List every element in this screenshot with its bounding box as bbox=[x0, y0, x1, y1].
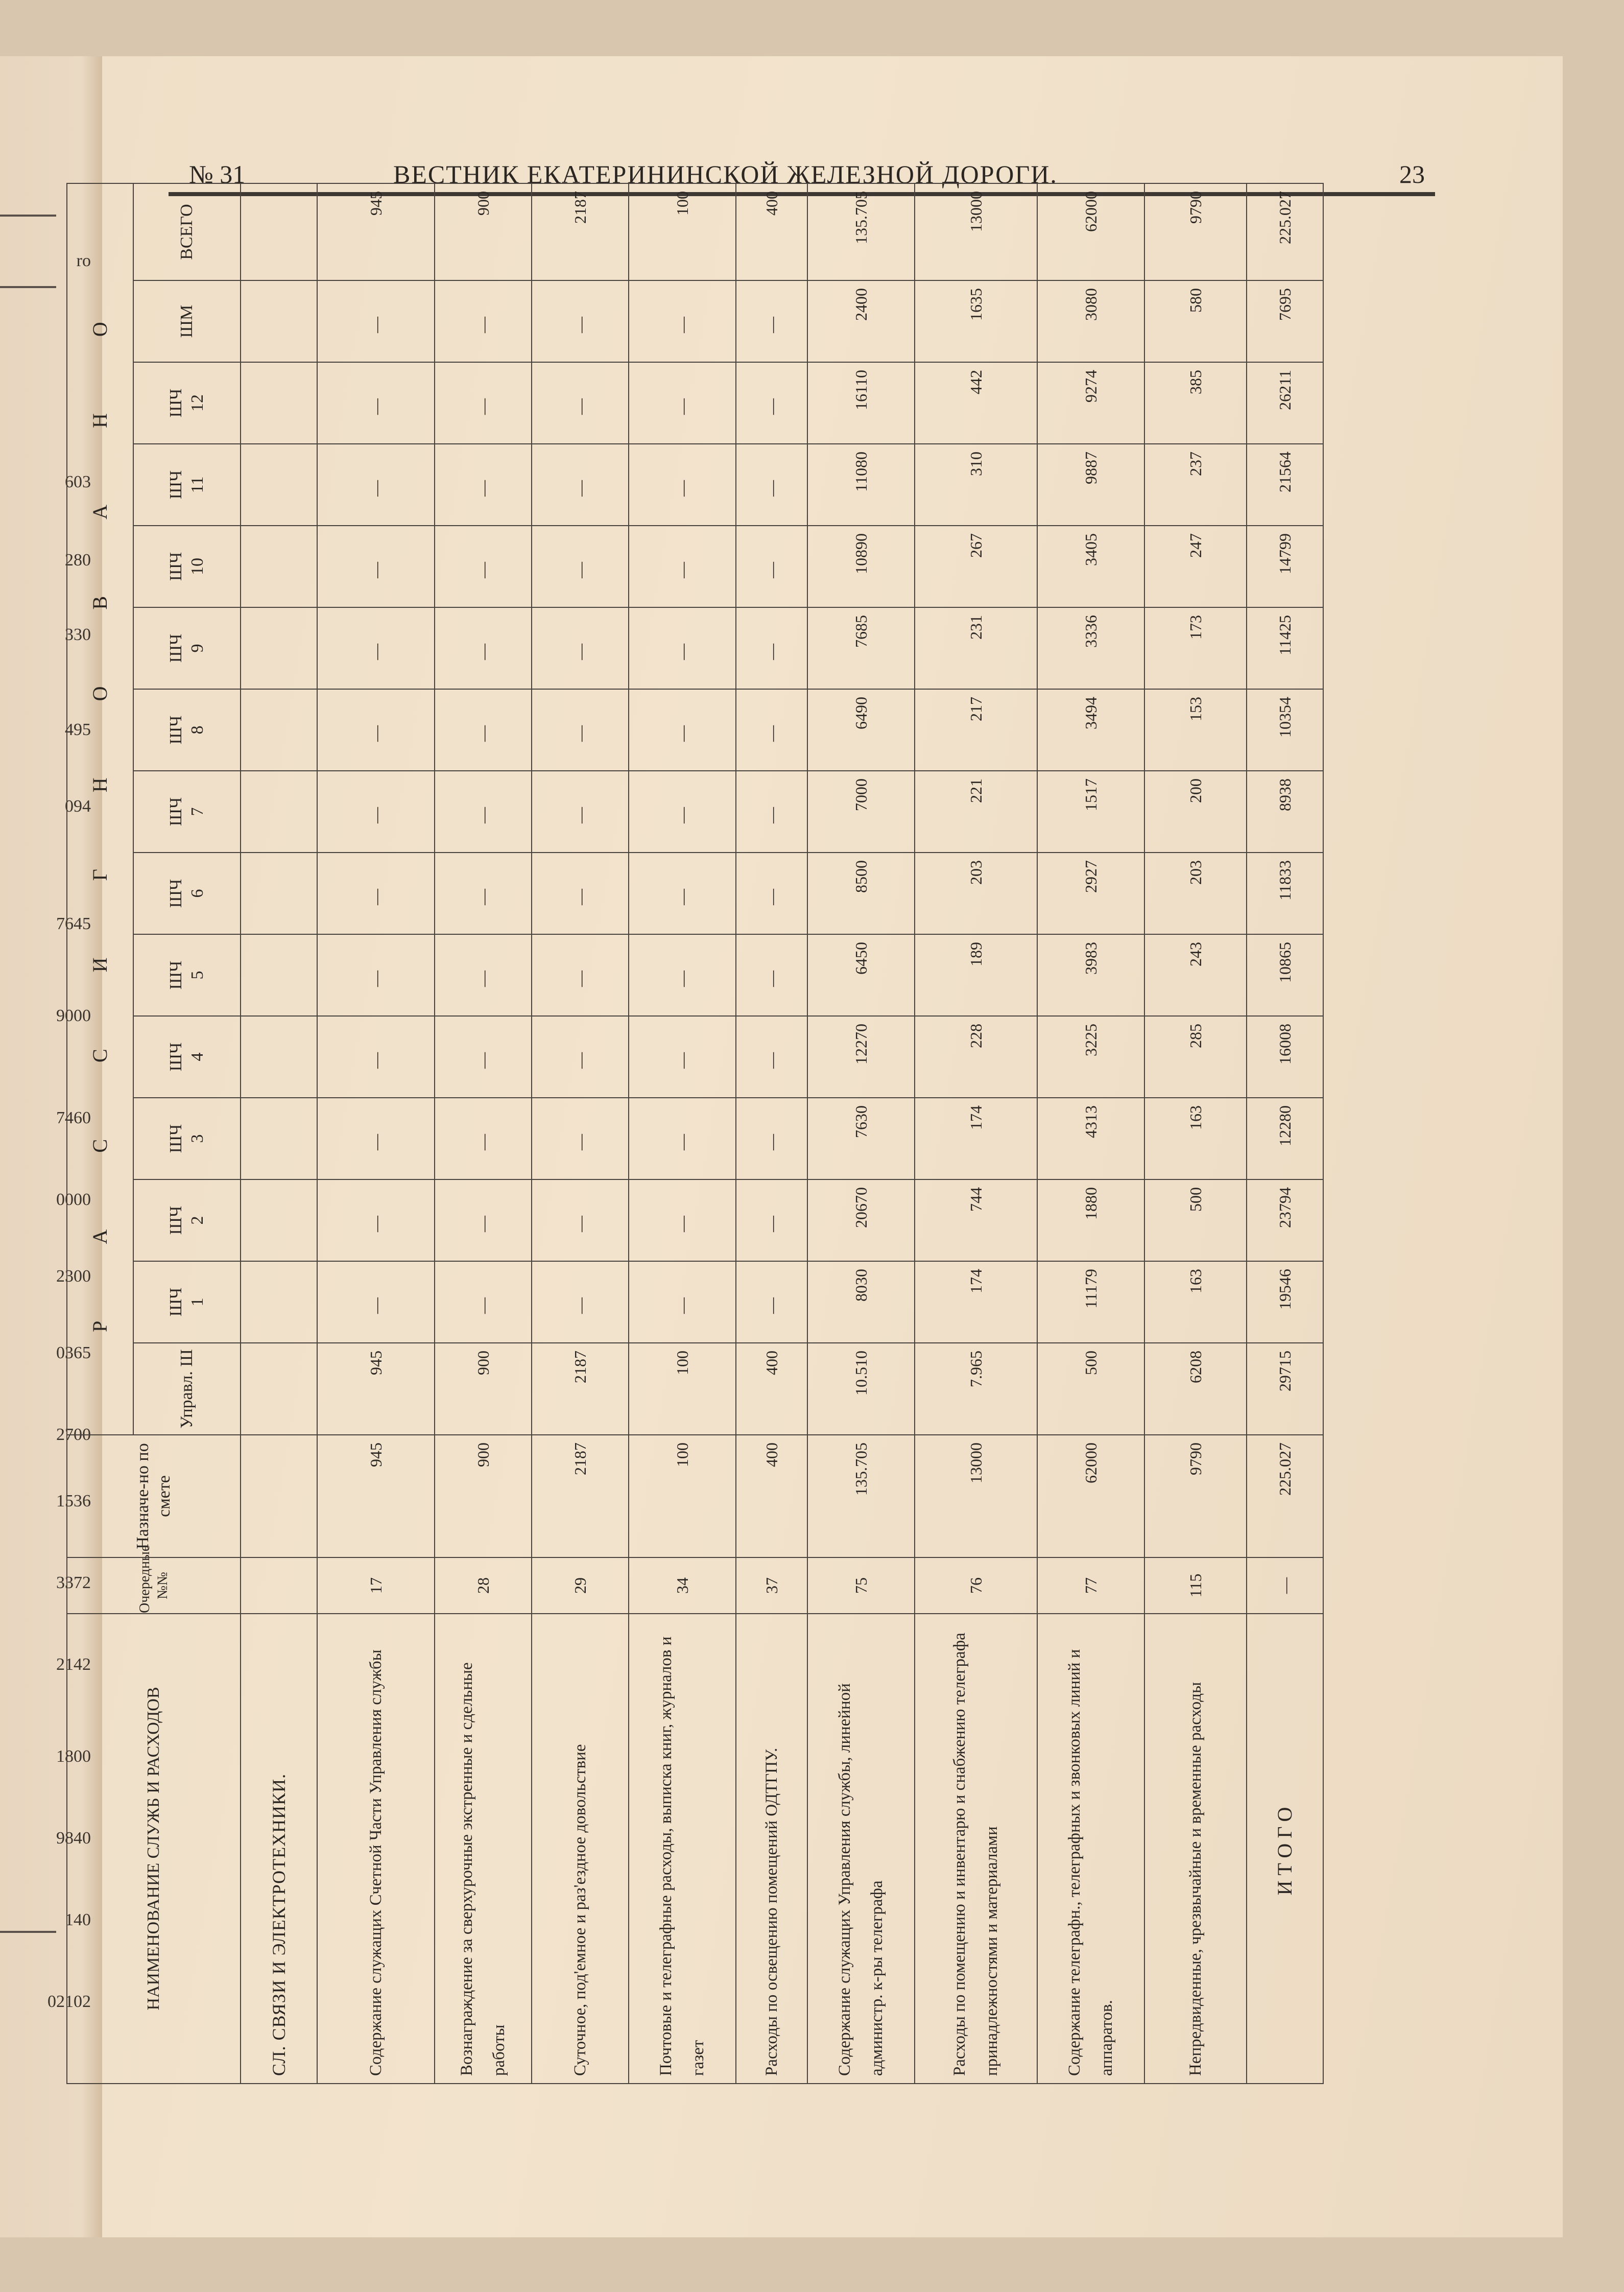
row-shch-10: — bbox=[532, 526, 629, 607]
row-shch-1: 163 bbox=[1144, 1261, 1247, 1343]
row-uprav: 10.510 bbox=[807, 1343, 915, 1435]
row-shch-12: 9274 bbox=[1037, 362, 1144, 444]
previous-page-number: 280 bbox=[65, 551, 91, 570]
row-shm: 2400 bbox=[807, 280, 915, 362]
table-row bbox=[317, 183, 435, 2084]
row-uprav: 7.965 bbox=[915, 1343, 1037, 1435]
row-uprav: 100 bbox=[629, 1343, 736, 1435]
row-shch-10: 10890 bbox=[807, 526, 915, 607]
row-ord: 115 bbox=[1144, 1557, 1247, 1614]
header-shch-label: ШЧ bbox=[166, 715, 185, 745]
previous-page-number: 140 bbox=[65, 1910, 91, 1929]
table-row bbox=[435, 183, 532, 2084]
row-uprav: 500 bbox=[1037, 1343, 1144, 1435]
row-shch-8: 10354 bbox=[1247, 689, 1323, 771]
row-shch-6: — bbox=[435, 853, 532, 934]
row-uprav: 400 bbox=[736, 1343, 807, 1435]
row-shch-2: — bbox=[629, 1179, 736, 1261]
previous-page-number: 330 bbox=[65, 625, 91, 644]
row-shch-12: — bbox=[736, 362, 807, 444]
row-uprav: 945 bbox=[317, 1343, 435, 1435]
row-shch-6: — bbox=[317, 853, 435, 934]
row-shch-11: 21564 bbox=[1247, 444, 1323, 526]
row-shch-11: — bbox=[736, 444, 807, 526]
row-shch-5: — bbox=[532, 934, 629, 1016]
row-ord: 76 bbox=[915, 1557, 1037, 1614]
header-shch-label: ШЧ bbox=[166, 797, 185, 826]
row-shch-11: 9887 bbox=[1037, 444, 1144, 526]
header-shch-number: 8 bbox=[188, 725, 207, 735]
row-shch-10: — bbox=[317, 526, 435, 607]
row-shch-4: 228 bbox=[915, 1016, 1037, 1098]
row-shch-1: — bbox=[629, 1261, 736, 1343]
row-shch-11: 310 bbox=[915, 444, 1037, 526]
previous-page-rule bbox=[0, 1931, 56, 1933]
row-shch-2: — bbox=[435, 1179, 532, 1261]
header-shch-1 bbox=[133, 1261, 241, 1343]
row-name: Содержание служащих Счетной Части Управления службы bbox=[317, 1614, 435, 2084]
row-shch-1: 8030 bbox=[807, 1261, 915, 1343]
previous-page-number: ro bbox=[76, 251, 91, 270]
row-shch-3: 7630 bbox=[807, 1098, 915, 1179]
row-shch-5: — bbox=[736, 934, 807, 1016]
row-shch-7: 7000 bbox=[807, 771, 915, 853]
row-shch-6: 11833 bbox=[1247, 853, 1323, 934]
row-uprav: 2187 bbox=[532, 1343, 629, 1435]
row-shch-8: 217 bbox=[915, 689, 1037, 771]
row-shch-1: 11179 bbox=[1037, 1261, 1144, 1343]
row-shch-2: — bbox=[736, 1179, 807, 1261]
section-title: СЛ. СВЯЗИ И ЭЛЕКТРОТЕХНИКИ. bbox=[241, 1614, 317, 2084]
row-total: 945 bbox=[317, 183, 435, 280]
row-shch-3: — bbox=[736, 1098, 807, 1179]
row-name: Почтовые и телеграфные расходы, выписка книг, журналов и газет bbox=[629, 1614, 736, 2084]
row-shch-10: 14799 bbox=[1247, 526, 1323, 607]
row-shch-6: — bbox=[736, 853, 807, 934]
header-shch-label: ШЧ bbox=[166, 1042, 185, 1072]
row-shch-9: 3336 bbox=[1037, 607, 1144, 689]
row-shch-12: 385 bbox=[1144, 362, 1247, 444]
row-shch-8: 6490 bbox=[807, 689, 915, 771]
row-ord: 37 bbox=[736, 1557, 807, 1614]
journal-title: ВЕСТНИК ЕКАТЕРИНИНСКОЙ ЖЕЛЕЗНОЙ ДОРОГИ. bbox=[393, 160, 1058, 188]
row-total: 100 bbox=[629, 183, 736, 280]
header-shch-label: ШЧ bbox=[166, 388, 185, 418]
row-shch-10: — bbox=[736, 526, 807, 607]
row-shch-9: 173 bbox=[1144, 607, 1247, 689]
header-shch-number: 3 bbox=[188, 1134, 207, 1143]
row-shch-5: 3983 bbox=[1037, 934, 1144, 1016]
row-shch-12: — bbox=[629, 362, 736, 444]
previous-page-number: 3372 bbox=[56, 1573, 91, 1592]
row-shch-11: — bbox=[435, 444, 532, 526]
row-shch-5: 189 bbox=[915, 934, 1037, 1016]
row-shm: 7695 bbox=[1247, 280, 1323, 362]
row-shch-8: — bbox=[532, 689, 629, 771]
header-assigned: Назначе-но по смете bbox=[67, 1435, 241, 1557]
row-shch-7: — bbox=[435, 771, 532, 853]
row-name: Содержание служащих Управления службы, линейной администр. к-ры телеграфа bbox=[807, 1614, 915, 2084]
header-shch-number: 12 bbox=[188, 394, 207, 412]
row-shm: — bbox=[317, 280, 435, 362]
row-shch-8: 153 bbox=[1144, 689, 1247, 771]
header-shch-number: 10 bbox=[188, 558, 207, 575]
row-shm: — bbox=[435, 280, 532, 362]
row-assigned: 135.705 bbox=[807, 1435, 915, 1557]
header-shch-2 bbox=[133, 1179, 241, 1261]
row-shch-7: 221 bbox=[915, 771, 1037, 853]
total-row bbox=[1247, 183, 1323, 2084]
row-name: Непредвиденные, чрезвычайные и временные расходы bbox=[1144, 1614, 1247, 2084]
header-shch-label: ШЧ bbox=[166, 960, 185, 990]
row-shch-9: — bbox=[317, 607, 435, 689]
row-shch-8: — bbox=[629, 689, 736, 771]
row-shch-1: 19546 bbox=[1247, 1261, 1323, 1343]
row-shch-8: — bbox=[317, 689, 435, 771]
row-shch-4: — bbox=[736, 1016, 807, 1098]
header-shch-number: 2 bbox=[188, 1216, 207, 1225]
row-shm: — bbox=[532, 280, 629, 362]
row-shch-7: 200 bbox=[1144, 771, 1247, 853]
row-shch-6: 203 bbox=[1144, 853, 1247, 934]
header-shch-5 bbox=[133, 934, 241, 1016]
row-shch-4: — bbox=[532, 1016, 629, 1098]
header-shch-12 bbox=[133, 362, 241, 444]
row-assigned: 2187 bbox=[532, 1435, 629, 1557]
row-shm: 580 bbox=[1144, 280, 1247, 362]
header-shch-label: ШЧ bbox=[166, 633, 185, 663]
row-name: Содержание телеграфн., телеграфных и звонковых линий и аппаратов. bbox=[1037, 1614, 1144, 2084]
previous-page-rule bbox=[0, 286, 56, 288]
row-shch-8: — bbox=[736, 689, 807, 771]
row-shch-7: 1517 bbox=[1037, 771, 1144, 853]
row-total: 62000 bbox=[1037, 183, 1144, 280]
rotated-table-wrapper bbox=[66, 191, 1394, 2105]
previous-page-number: 1800 bbox=[56, 1747, 91, 1766]
row-shch-2: 1880 bbox=[1037, 1179, 1144, 1261]
header-shch-label: ШЧ bbox=[166, 1124, 185, 1153]
row-shch-12: — bbox=[532, 362, 629, 444]
row-name: Суточное, под'емное и раз'ездное довольствие bbox=[532, 1614, 629, 2084]
table-row bbox=[1037, 183, 1144, 2084]
header-shch-label: ШЧ bbox=[166, 1287, 185, 1317]
previous-page-number: 7460 bbox=[56, 1108, 91, 1127]
row-shch-7: 8938 bbox=[1247, 771, 1323, 853]
header-shch-3 bbox=[133, 1098, 241, 1179]
row-shch-7: — bbox=[629, 771, 736, 853]
previous-page-number: 1536 bbox=[56, 1492, 91, 1510]
row-total: 135.705 bbox=[807, 183, 915, 280]
header-shch-number: 9 bbox=[188, 644, 207, 653]
row-shm: 1635 bbox=[915, 280, 1037, 362]
row-ord: — bbox=[1247, 1557, 1323, 1614]
row-shch-3: 4313 bbox=[1037, 1098, 1144, 1179]
row-shch-5: 243 bbox=[1144, 934, 1247, 1016]
row-shch-9: — bbox=[532, 607, 629, 689]
row-shch-12: 26211 bbox=[1247, 362, 1323, 444]
row-shch-2: — bbox=[532, 1179, 629, 1261]
row-shch-6: 2927 bbox=[1037, 853, 1144, 934]
row-shch-3: 12280 bbox=[1247, 1098, 1323, 1179]
previous-page-number: 2300 bbox=[56, 1267, 91, 1286]
header-shm: ШМ bbox=[133, 280, 241, 362]
header-shch-6 bbox=[133, 853, 241, 934]
row-shch-8: 3494 bbox=[1037, 689, 1144, 771]
previous-page-number: 9840 bbox=[56, 1829, 91, 1848]
row-shch-10: 267 bbox=[915, 526, 1037, 607]
previous-page-number: 094 bbox=[65, 797, 91, 816]
table-row bbox=[629, 183, 736, 2084]
row-assigned: 945 bbox=[317, 1435, 435, 1557]
row-ord: 17 bbox=[317, 1557, 435, 1614]
row-assigned: 100 bbox=[629, 1435, 736, 1557]
row-shch-3: — bbox=[532, 1098, 629, 1179]
previous-page-number: 2700 bbox=[56, 1425, 91, 1444]
row-shch-4: — bbox=[629, 1016, 736, 1098]
header-shch-number: 5 bbox=[188, 971, 207, 980]
table-row bbox=[807, 183, 915, 2084]
table-row bbox=[736, 183, 807, 2084]
row-shch-2: 500 bbox=[1144, 1179, 1247, 1261]
header-ord: Очередные №№ bbox=[67, 1557, 241, 1614]
previous-page-rule bbox=[0, 215, 56, 217]
header-uprav: Управл. Ш bbox=[133, 1343, 241, 1435]
row-shch-11: 237 bbox=[1144, 444, 1247, 526]
row-shch-10: — bbox=[629, 526, 736, 607]
header-shch-number: 4 bbox=[188, 1052, 207, 1061]
row-shch-11: — bbox=[317, 444, 435, 526]
row-shch-4: 3225 bbox=[1037, 1016, 1144, 1098]
row-shch-10: 247 bbox=[1144, 526, 1247, 607]
row-shch-10: 3405 bbox=[1037, 526, 1144, 607]
header-shch-8 bbox=[133, 689, 241, 771]
row-ord: 75 bbox=[807, 1557, 915, 1614]
header-shch-4 bbox=[133, 1016, 241, 1098]
row-ord: 29 bbox=[532, 1557, 629, 1614]
table-row bbox=[915, 183, 1037, 2084]
row-shch-7: — bbox=[532, 771, 629, 853]
row-shch-9: 11425 bbox=[1247, 607, 1323, 689]
row-shch-3: — bbox=[435, 1098, 532, 1179]
previous-page-number: 0365 bbox=[56, 1343, 91, 1362]
row-shm: — bbox=[629, 280, 736, 362]
row-shch-2: 744 bbox=[915, 1179, 1037, 1261]
header-distributed: Р А С С И Г Н О В А Н О bbox=[67, 183, 133, 1435]
header-shch-label: ШЧ bbox=[166, 1206, 185, 1235]
row-uprav: 6208 bbox=[1144, 1343, 1247, 1435]
row-shch-5: — bbox=[435, 934, 532, 1016]
row-shch-9: 231 bbox=[915, 607, 1037, 689]
row-shch-4: 285 bbox=[1144, 1016, 1247, 1098]
row-assigned: 13000 bbox=[915, 1435, 1037, 1557]
previous-page-number: 9000 bbox=[56, 1006, 91, 1025]
table-row bbox=[1144, 183, 1247, 2084]
row-shch-5: — bbox=[317, 934, 435, 1016]
header-shch-number: 7 bbox=[188, 807, 207, 816]
row-assigned: 9790 bbox=[1144, 1435, 1247, 1557]
header-shch-number: 11 bbox=[188, 476, 207, 493]
row-shch-7: — bbox=[317, 771, 435, 853]
row-assigned: 62000 bbox=[1037, 1435, 1144, 1557]
row-shch-4: 16008 bbox=[1247, 1016, 1323, 1098]
row-shch-6: — bbox=[629, 853, 736, 934]
header-shch-7 bbox=[133, 771, 241, 853]
row-shch-9: — bbox=[435, 607, 532, 689]
row-shch-8: — bbox=[435, 689, 532, 771]
row-shch-10: — bbox=[435, 526, 532, 607]
row-shch-9: — bbox=[629, 607, 736, 689]
row-assigned: 400 bbox=[736, 1435, 807, 1557]
page-number: 23 bbox=[1399, 160, 1425, 188]
row-assigned: 225.027 bbox=[1247, 1435, 1323, 1557]
row-shch-1: — bbox=[435, 1261, 532, 1343]
header-shch-11 bbox=[133, 444, 241, 526]
row-shch-2: 23794 bbox=[1247, 1179, 1323, 1261]
previous-page-number: 7645 bbox=[56, 914, 91, 933]
row-shch-3: 163 bbox=[1144, 1098, 1247, 1179]
previous-page-number: 495 bbox=[65, 720, 91, 739]
row-shch-1: 174 bbox=[915, 1261, 1037, 1343]
row-uprav: 900 bbox=[435, 1343, 532, 1435]
row-name: Вознаграждение за сверхурочные экстренные и сдельные работы bbox=[435, 1614, 532, 2084]
row-shch-12: 16110 bbox=[807, 362, 915, 444]
row-uprav: 29715 bbox=[1247, 1343, 1323, 1435]
expense-table bbox=[66, 183, 1324, 2084]
header-shch-number: 6 bbox=[188, 889, 207, 898]
header-shch-9 bbox=[133, 607, 241, 689]
row-shch-4: 12270 bbox=[807, 1016, 915, 1098]
row-shch-9: 7685 bbox=[807, 607, 915, 689]
row-shch-1: — bbox=[736, 1261, 807, 1343]
row-shch-12: — bbox=[317, 362, 435, 444]
row-total: 900 bbox=[435, 183, 532, 280]
row-shch-4: — bbox=[435, 1016, 532, 1098]
row-name: Расходы по освещению помещений ОДТГПУ. bbox=[736, 1614, 807, 2084]
header-shch-label: ШЧ bbox=[166, 470, 185, 500]
row-ord: 77 bbox=[1037, 1557, 1144, 1614]
row-shch-7: — bbox=[736, 771, 807, 853]
row-shm: 3080 bbox=[1037, 280, 1144, 362]
row-total: 2187 bbox=[532, 183, 629, 280]
row-total: 400 bbox=[736, 183, 807, 280]
row-shch-6: — bbox=[532, 853, 629, 934]
row-shch-9: — bbox=[736, 607, 807, 689]
row-ord: 28 bbox=[435, 1557, 532, 1614]
row-shch-11: 11080 bbox=[807, 444, 915, 526]
row-shch-6: 203 bbox=[915, 853, 1037, 934]
row-shch-5: — bbox=[629, 934, 736, 1016]
header-total: ВСЕГО bbox=[133, 183, 241, 280]
row-shch-3: 174 bbox=[915, 1098, 1037, 1179]
header-name: НАИМЕНОВАНИЕ СЛУЖБ И РАСХОДОВ bbox=[67, 1614, 241, 2084]
row-assigned: 900 bbox=[435, 1435, 532, 1557]
table-row bbox=[532, 183, 629, 2084]
row-total: 9790 bbox=[1144, 183, 1247, 280]
row-shch-12: — bbox=[435, 362, 532, 444]
row-shch-6: 8500 bbox=[807, 853, 915, 934]
header-shch-number: 1 bbox=[188, 1297, 207, 1307]
row-shch-2: — bbox=[317, 1179, 435, 1261]
header-shch-label: ШЧ bbox=[166, 552, 185, 581]
row-shch-5: 6450 bbox=[807, 934, 915, 1016]
row-shch-4: — bbox=[317, 1016, 435, 1098]
previous-page-number: 02102 bbox=[47, 1992, 91, 2011]
row-shch-2: 20670 bbox=[807, 1179, 915, 1261]
row-shch-5: 10865 bbox=[1247, 934, 1323, 1016]
row-shch-1: — bbox=[317, 1261, 435, 1343]
row-shch-11: — bbox=[532, 444, 629, 526]
row-name: Расходы по помещению и инвентарю и снабжению телеграфа принадлежностями и материалами bbox=[915, 1614, 1037, 2084]
previous-page-number: 0000 bbox=[56, 1190, 91, 1209]
row-shch-11: — bbox=[629, 444, 736, 526]
previous-page-number: 603 bbox=[65, 472, 91, 491]
row-total: 13000 bbox=[915, 183, 1037, 280]
row-shch-3: — bbox=[317, 1098, 435, 1179]
row-name: ИТОГО bbox=[1247, 1614, 1323, 2084]
issue-number: № 31 bbox=[189, 160, 246, 188]
row-shm: — bbox=[736, 280, 807, 362]
row-ord: 34 bbox=[629, 1557, 736, 1614]
header-shch-label: ШЧ bbox=[166, 879, 185, 908]
row-shch-3: — bbox=[629, 1098, 736, 1179]
header-shch-10 bbox=[133, 526, 241, 607]
row-shch-1: — bbox=[532, 1261, 629, 1343]
previous-page-number: 2142 bbox=[56, 1655, 91, 1674]
row-shch-12: 442 bbox=[915, 362, 1037, 444]
row-total: 225.027 bbox=[1247, 183, 1323, 280]
